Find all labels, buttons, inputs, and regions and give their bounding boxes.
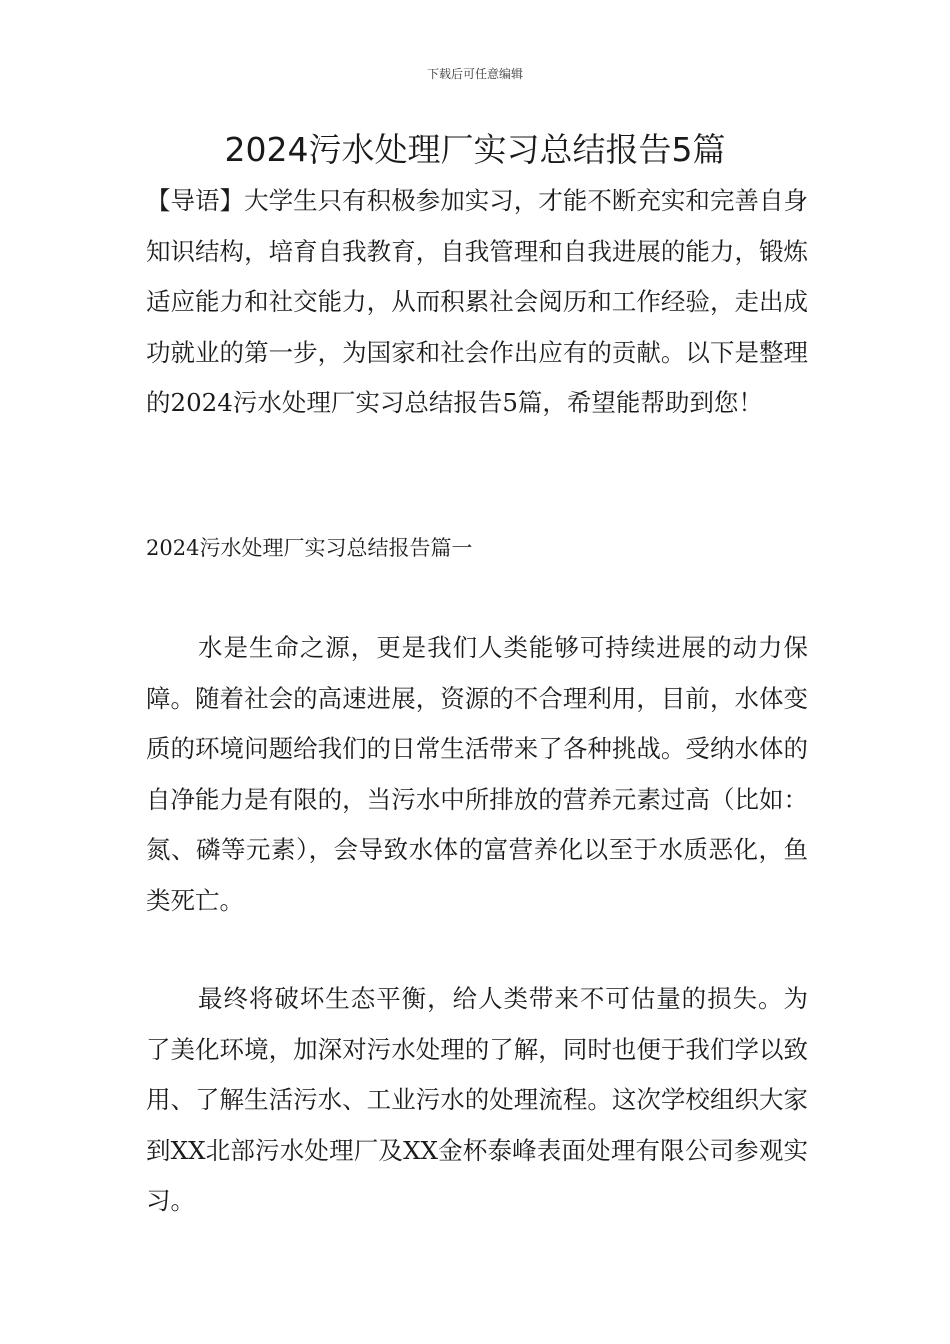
body-paragraph-2: 最终将破坏生态平衡，给人类带来不可估量的损失。为了美化环境，加深对污水处理的了解，同时也便于我们学以致用、了解生活污水、工业污水的处理流程。这次学校组织大家到XX北部污水处理厂及XX金杯泰峰表面处理有限公司参观实习。 (146, 984, 808, 1215)
document-title: 2024污水处理厂实习总结报告5篇 (224, 130, 726, 169)
header-note: 下载后可任意编辑 (426, 67, 523, 81)
body-paragraph-1: 水是生命之源，更是我们人类能够可持续进展的动力保障。随着社会的高速进展，资源的不合理利用，目前，水体变质的环境问题给我们的日常生活带来了各种挑战。受纳水体的自净能力是有限的，当污水中所排放的营养元素过高（比如：氮、磷等元素），会导致水体的富营养化以至于水质恶化，鱼类死亡。 (146, 633, 808, 915)
intro-paragraph: 【导语】大学生只有积极参加实习，才能不断充实和完善自身知识结构，培育自我教育，自我管理和自我进展的能力，锻炼适应能力和社交能力，从而积累社会阅历和工作经验，走出成功就业的第一步，为国家和社会作出应有的贡献。以下是整理的2024污水处理厂实习总结报告5篇，希望能帮助到您！ (146, 186, 808, 417)
section-heading: 2024污水处理厂实习总结报告篇一 (146, 536, 473, 560)
